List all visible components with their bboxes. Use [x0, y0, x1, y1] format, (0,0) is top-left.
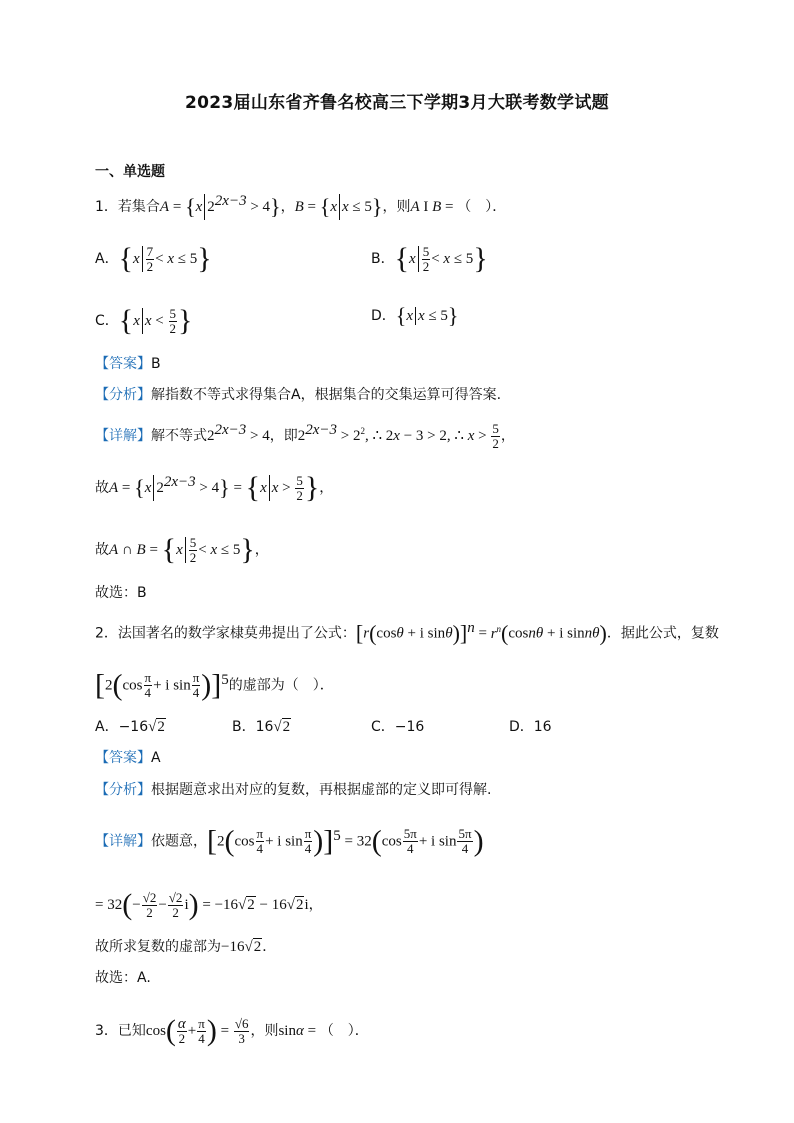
q1-answer-value: B	[151, 356, 161, 372]
q1-option-d: D．{x x ≤ 5}	[371, 303, 459, 328]
q1-detail-prefix: 解不等式	[151, 428, 207, 444]
q1-number: 1．	[95, 199, 118, 215]
q1-analysis-text: 解指数不等式求得集合A，根据集合的交集运算可得答案.	[151, 387, 502, 403]
q1-option-a: A．{x $\frac{7}{2}$ < x ≤ 5}	[95, 242, 212, 275]
q2-conclusion: 故所求复数的虚部为−16√2．	[95, 939, 277, 955]
detail-tag: 【详解】	[95, 428, 151, 444]
q3-stem-prefix: 已知	[117, 1023, 146, 1039]
q1-stem-suffix-a: ，	[280, 199, 295, 215]
q1-option-c-label: C．	[95, 313, 119, 329]
q2-option-c: C．−16	[371, 719, 425, 735]
q2-detail-prefix: 依题意，	[151, 833, 207, 850]
q2-analysis	[95, 780, 491, 800]
page-title: 2023届山东省齐鲁名校高三下学期3月大联考数学试题	[185, 93, 609, 113]
q2-stem2-tail: 的虚部为（ ）．	[228, 677, 334, 694]
q2-analysis-text: 根据题意求出对应的复数，再根据虚部的定义即可得解.	[151, 782, 492, 798]
q2-answer	[95, 748, 161, 768]
q1-detail-intersection: 故A ∩ B = {x $\frac{5}{2}$ < x ≤ 5}，	[95, 533, 269, 566]
q1-choose: 故选：B	[95, 585, 147, 601]
q1-stem-prefix: 若集合	[117, 199, 160, 215]
q1-option-b-label: B．	[371, 251, 395, 267]
q1-option-d-label: D．	[371, 308, 396, 324]
answer-tag: 【答案】	[95, 356, 151, 372]
analysis-tag: 【分析】	[95, 782, 151, 798]
q1-gu2: 故	[95, 542, 109, 558]
q2-stem2: [2(cos $\frac{\pi}{4}$ + i sin $\frac{\pi}{4}$ )]$^5$的虚部为（ ）．	[95, 668, 334, 702]
q1-option-a-label: A．	[95, 251, 119, 267]
q3-stem: 3．已知cos( $\frac{\alpha}{2}$ + $\frac{\pi}{4}$ ) = $\frac{√6}{3}$ ，则sinα = （ ）．	[95, 1014, 369, 1047]
q2-number: 2．	[95, 625, 118, 642]
detail-tag: 【详解】	[95, 833, 151, 850]
q2-option-b-label: B．16	[232, 719, 274, 735]
q2-choose: 故选：A.	[95, 970, 151, 986]
q1-detail: 【详解】解不等式$2^{2x-3} > 4$，即$2^{2x-3} > 2^2$, ∴ 2x − 3 > 2, ∴ x > $\frac{5}{2}$ ，	[95, 420, 515, 451]
q2-detail: 【详解】依题意，[2(cos $\frac{\pi}{4}$ + i sin $\frac{\pi}{4}$ )]$^5$ = 32(cos $\frac{5\pi}{4}$ + i sin $\frac{5\pi}{4}$ )	[95, 824, 484, 858]
section-heading: 一、单选题	[95, 164, 165, 180]
q1-stem-end: （ ）．	[457, 199, 507, 215]
q1-stem-suffix: ，则	[382, 199, 411, 215]
q2-stem-tail: ．据此公式，复数	[606, 625, 719, 642]
q2-detail-line2: = 32(− $\frac{√2}{2}$ − $\frac{√2}{2}$ i) = −16√2 − 16√2i，	[95, 888, 323, 921]
q2-option-a-label: A．−16	[95, 719, 149, 735]
q2-conclusion-prefix: 故所求复数的虚部为	[95, 939, 221, 955]
q3-stem-end: （ ）．	[319, 1023, 369, 1039]
q1-analysis	[95, 385, 501, 405]
q2-stem-text: 法国著名的数学家棣莫弗提出了公式：	[117, 625, 356, 642]
q2-option-a: A．−16√2	[95, 719, 165, 735]
q3-stem-mid: ，则	[250, 1023, 279, 1039]
answer-tag: 【答案】	[95, 750, 151, 766]
analysis-tag: 【分析】	[95, 387, 151, 403]
q2-answer-value: A	[151, 750, 161, 766]
q1-answer	[95, 354, 161, 374]
q3-number: 3．	[95, 1023, 118, 1039]
q1-detail-set-a: 故A = {x $2^{2x-3} > 4\} = \{x$ x > $\frac{5}{2}$ }，	[95, 471, 334, 504]
q1-stem: 1．若集合A = {x $2^{2x-3} > 4$}，B = {x x ≤ 5}，则A I B = （ ）．	[95, 193, 507, 219]
q1-option-c: C．{x x < $\frac{5}{2}$ }	[95, 304, 193, 337]
q1-option-b: B．{x $\frac{5}{2}$ < x ≤ 5}	[371, 242, 488, 275]
q2-stem: 2．法国著名的数学家棣莫弗提出了公式：[r(cosθ + i $\sin\theta)]^n = r^n(\cos n\theta + i$ sinnθ)．据此公式，复数	[95, 620, 719, 646]
q1-gu: 故	[95, 480, 109, 496]
q2-option-b: B．16√2	[232, 719, 291, 735]
q2-option-d: D．16	[509, 719, 552, 735]
q1-detail-mid: ，即	[269, 428, 298, 444]
